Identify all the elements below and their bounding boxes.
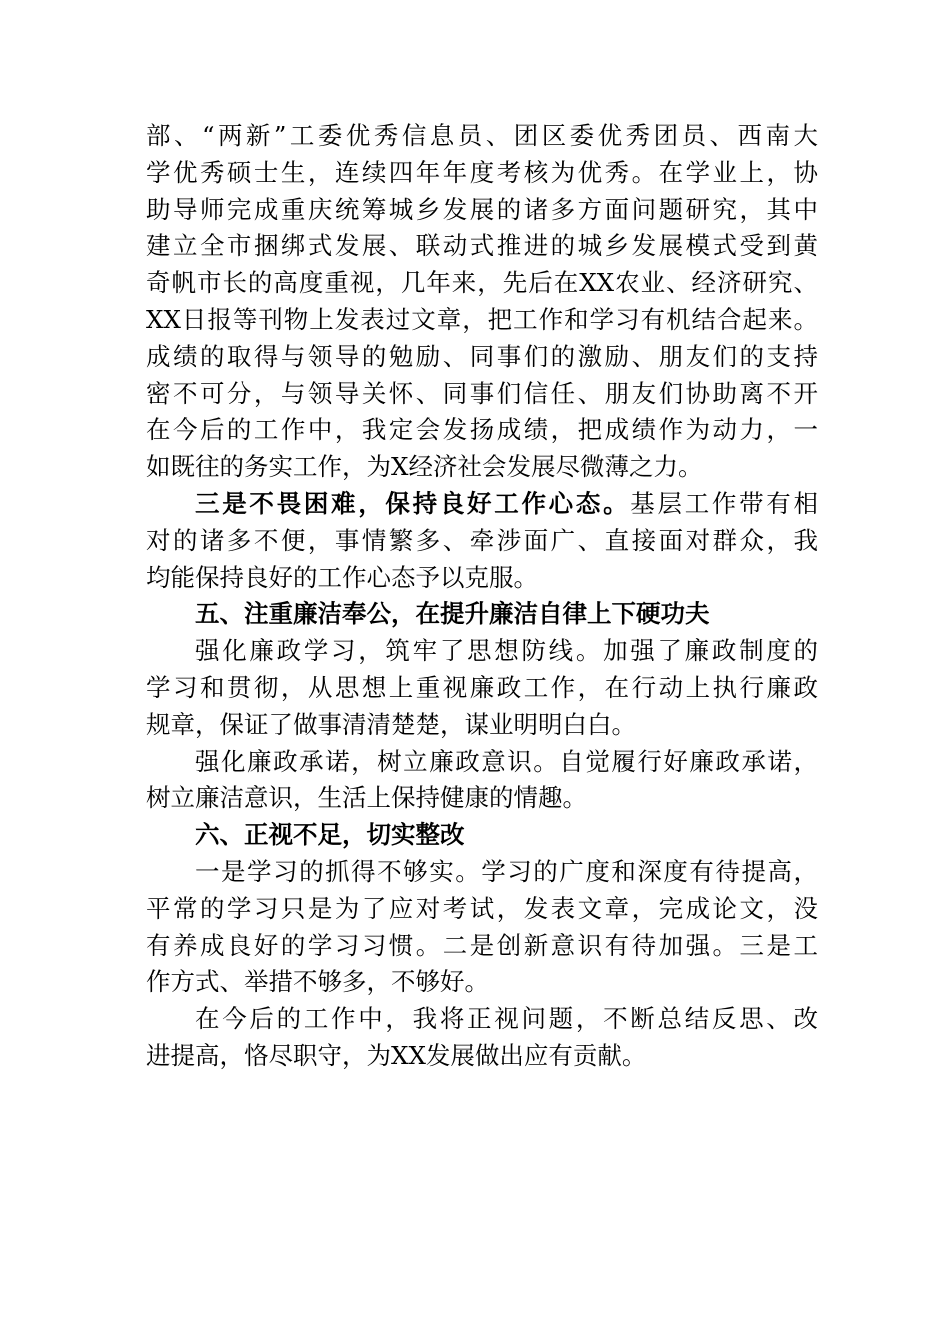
document-page: [146, 118, 818, 1075]
text-line: 密不可分，与领导关怀、同事们信任、朋友们协助离不开: [146, 378, 818, 408]
text-line: 奇帆市长的高度重视，几年来，先后在XX农业、经济研究、: [146, 268, 818, 298]
section-heading-6: 六、正视不足，切实整改: [195, 820, 465, 850]
paragraph-integrity-study: [146, 633, 818, 743]
text-line: 有养成良好的学习习惯。二是创新意识有待加强。三是工: [146, 930, 818, 960]
paragraph-shortcomings: [146, 854, 818, 1001]
text-line: 学优秀硕士生，连续四年年度考核为优秀。在学业上，协: [146, 157, 818, 187]
text-line: 在今后的工作中，我将正视问题，不断总结反思、改: [195, 1004, 818, 1034]
text-line: 均能保持良好的工作心态予以克服。: [146, 562, 538, 592]
text-line: 强化廉政承诺，树立廉政意识。自觉履行好廉政承诺，: [195, 746, 818, 776]
text-line: 进提高，恪尽职守，为XX发展做出应有贡献。: [146, 1040, 647, 1070]
text-line: 强化廉政学习，筑牢了思想防线。加强了廉政制度的: [195, 636, 818, 666]
text-line: 成绩的取得与领导的勉励、同事们的激励、朋友们的支持: [146, 341, 818, 371]
text-line: 助导师完成重庆统筹城乡发展的诸多方面问题研究，其中: [146, 194, 818, 224]
text-line: 一是学习的抓得不够实。学习的广度和深度有待提高，: [195, 856, 818, 886]
text-line: [146, 486, 818, 523]
text-line: 学习和贯彻，从思想上重视廉政工作，在行动上执行廉政: [146, 672, 818, 702]
text-line: 规章，保证了做事清清楚楚，谋业明明白白。: [146, 709, 636, 739]
paragraph-achievements: [146, 118, 818, 486]
text-line: 对的诸多不便，事情繁多、牵涉面广、直接面对群众，我: [146, 525, 818, 555]
paragraph-attitude: [146, 486, 818, 596]
text-line: XX日报等刊物上发表过文章，把工作和学习有机结合起来。: [146, 304, 818, 334]
text-line: 建立全市捆绑式发展、联动式推进的城乡发展模式受到黄: [146, 231, 818, 261]
paragraph-conclusion: [146, 1001, 818, 1075]
section-heading-5: 五、注重廉洁奉公，在提升廉洁自律上下硬功夫: [195, 599, 710, 629]
text-line: 在今后的工作中，我定会发扬成绩，把成绩作为动力，一: [146, 415, 818, 445]
text-line: 作方式、举措不够多，不够好。: [146, 967, 489, 997]
bold-lead-in: 三是不畏困难，保持良好工作心态。: [195, 488, 631, 518]
paragraph-integrity-pledge: [146, 744, 818, 818]
text-line: 平常的学习只是为了应对考试，发表文章，完成论文，没: [146, 893, 818, 923]
text-line: 如既往的务实工作，为X经济社会发展尽微薄之力。: [146, 452, 703, 482]
text-line: 部、“两新”工委优秀信息员、团区委优秀团员、西南大: [146, 121, 818, 150]
text-line: 树立廉洁意识，生活上保持健康的情趣。: [146, 783, 587, 813]
text-span: 基层工作带有相: [630, 488, 819, 518]
